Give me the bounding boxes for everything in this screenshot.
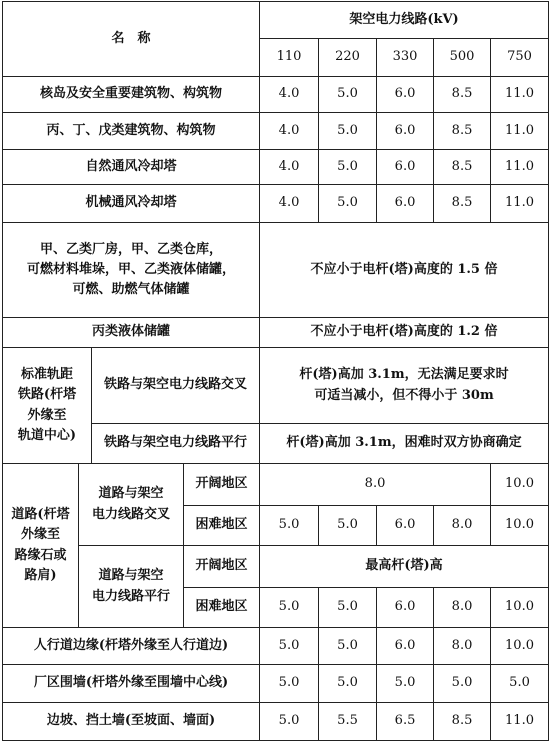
row-core-buildings bbox=[3, 77, 549, 113]
value-cell: 10.0 bbox=[491, 628, 549, 665]
value-cell: 8.0 bbox=[434, 588, 491, 628]
row-label: 边坡、挡土墙(至坡面、墙面) bbox=[3, 703, 260, 741]
value-cell: 11.0 bbox=[491, 703, 549, 741]
value-cell: 5.5 bbox=[319, 703, 377, 741]
label-line: 可燃材料堆垛，甲、乙类液体储罐， bbox=[27, 261, 236, 277]
row-label: 核岛及安全重要建筑物、构筑物 bbox=[3, 77, 260, 113]
row-label bbox=[3, 223, 260, 318]
railway-parallel-label: 铁路与架空电力线路平行 bbox=[92, 424, 260, 464]
value-cell: 5.0 bbox=[434, 665, 491, 703]
row-label: 丙、丁、戊类建筑物、构筑物 bbox=[3, 113, 260, 150]
value-cell: 5.0 bbox=[260, 506, 319, 546]
row-slope bbox=[3, 703, 549, 741]
value-cell: 4.0 bbox=[260, 150, 319, 185]
label-line: 铁路(杆塔 bbox=[17, 387, 77, 403]
label-line: 路缘石或 bbox=[14, 547, 67, 563]
row-label: 丙类液体储罐 bbox=[3, 318, 260, 348]
label-line: 轨道中心) bbox=[17, 427, 77, 443]
value-cell: 5.0 bbox=[319, 628, 377, 665]
row-mech-tower bbox=[3, 185, 549, 223]
value-cell: 5.0 bbox=[319, 506, 377, 546]
merged-note: 不应小于电杆(塔)高度的 1.5 倍 bbox=[260, 223, 549, 318]
value-cell: 8.5 bbox=[434, 150, 491, 185]
value-cell: 6.0 bbox=[377, 77, 434, 113]
value-cell: 6.0 bbox=[377, 588, 434, 628]
value-cell: 8.5 bbox=[434, 77, 491, 113]
label-line: 电力线路平行 bbox=[91, 588, 170, 604]
value-cell: 6.0 bbox=[377, 628, 434, 665]
value-cell: 5.0 bbox=[319, 665, 377, 703]
value-cell: 8.0 bbox=[434, 628, 491, 665]
label-line: 可燃、助燃气体储罐 bbox=[72, 282, 190, 298]
value-cell: 5.0 bbox=[260, 628, 319, 665]
value-cell: 5.0 bbox=[319, 150, 377, 185]
value-cell: 8.5 bbox=[434, 185, 491, 223]
value-cell: 6.0 bbox=[377, 506, 434, 546]
row-label: 厂区围墙(杆塔外缘至围墙中心线) bbox=[3, 665, 260, 703]
value-cell: 5.0 bbox=[319, 113, 377, 150]
row-railway-cross bbox=[3, 348, 549, 424]
label-line: 道路与架空 bbox=[98, 568, 164, 584]
area-label-hard: 困难地区 bbox=[184, 506, 260, 546]
voltage-header-110: 110 bbox=[260, 39, 319, 77]
value-cell: 5.0 bbox=[260, 588, 319, 628]
row-sidewalk bbox=[3, 628, 549, 665]
label-line: 道路(杆塔 bbox=[11, 507, 70, 523]
label-line: 道路与架空 bbox=[98, 486, 164, 502]
name-header: 名 称 bbox=[3, 2, 260, 77]
railway-parallel-note: 杆(塔)高加 3.1m，困难时双方协商确定 bbox=[260, 424, 549, 464]
area-label-hard: 困难地区 bbox=[184, 588, 260, 628]
value-cell: 8.5 bbox=[434, 703, 491, 741]
railway-group-label bbox=[3, 348, 92, 464]
row-cde-buildings bbox=[3, 113, 549, 150]
header-row-1 bbox=[3, 2, 549, 39]
value-cell: 5.0 bbox=[377, 665, 434, 703]
voltage-header-220: 220 bbox=[319, 39, 377, 77]
value-cell: 10.0 bbox=[491, 464, 549, 506]
value-cell: 5.0 bbox=[319, 588, 377, 628]
note-line: 可适当减小，但不得小于 30m bbox=[314, 387, 494, 403]
merged-value-cell: 8.0 bbox=[260, 464, 491, 506]
value-cell: 4.0 bbox=[260, 113, 319, 150]
value-cell: 10.0 bbox=[491, 588, 549, 628]
voltage-header-330: 330 bbox=[377, 39, 434, 77]
value-cell: 6.0 bbox=[377, 185, 434, 223]
row-natural-tower bbox=[3, 150, 549, 185]
label-line: 路肩) bbox=[24, 567, 57, 583]
label-line: 外缘至 bbox=[27, 407, 67, 423]
value-cell: 11.0 bbox=[491, 113, 549, 150]
voltage-header-500: 500 bbox=[434, 39, 491, 77]
row-flammable bbox=[3, 223, 549, 318]
clearance-table bbox=[2, 1, 549, 741]
railway-cross-note bbox=[260, 348, 549, 424]
value-cell: 4.0 bbox=[260, 185, 319, 223]
area-label-open: 开阔地区 bbox=[184, 464, 260, 506]
merged-note: 不应小于电杆(塔)高度的 1.2 倍 bbox=[260, 318, 549, 348]
row-fence bbox=[3, 665, 549, 703]
value-cell: 5.0 bbox=[260, 703, 319, 741]
value-cell: 6.0 bbox=[377, 113, 434, 150]
value-cell: 8.0 bbox=[434, 506, 491, 546]
row-label: 人行道边缘(杆塔外缘至人行道边) bbox=[3, 628, 260, 665]
row-road-parallel-open bbox=[3, 546, 549, 588]
area-label-open: 开阔地区 bbox=[184, 546, 260, 588]
row-road-cross-open bbox=[3, 464, 549, 506]
label-line: 外缘至 bbox=[20, 527, 60, 543]
voltage-header-750: 750 bbox=[491, 39, 549, 77]
value-cell: 5.0 bbox=[260, 665, 319, 703]
road-cross-label bbox=[79, 464, 184, 546]
row-label: 自然通风冷却塔 bbox=[3, 150, 260, 185]
merged-note: 最高杆(塔)高 bbox=[260, 546, 549, 588]
value-cell: 11.0 bbox=[491, 150, 549, 185]
voltage-group-header: 架空电力线路(kV) bbox=[260, 2, 549, 39]
railway-cross-label: 铁路与架空电力线路交叉 bbox=[92, 348, 260, 424]
value-cell: 8.5 bbox=[434, 113, 491, 150]
label-line: 标准轨距 bbox=[20, 367, 73, 383]
label-line: 甲、乙类厂房，甲、乙类仓库， bbox=[40, 241, 223, 257]
value-cell: 6.5 bbox=[377, 703, 434, 741]
note-line: 杆(塔)高加 3.1m，无法满足要求时 bbox=[299, 367, 509, 383]
row-class-c-tanks bbox=[3, 318, 549, 348]
value-cell: 5.0 bbox=[319, 185, 377, 223]
value-cell: 5.0 bbox=[491, 665, 549, 703]
road-parallel-label bbox=[79, 546, 184, 628]
road-group-label bbox=[3, 464, 79, 628]
value-cell: 11.0 bbox=[491, 185, 549, 223]
value-cell: 10.0 bbox=[491, 506, 549, 546]
value-cell: 5.0 bbox=[319, 77, 377, 113]
row-label: 机械通风冷却塔 bbox=[3, 185, 260, 223]
value-cell: 11.0 bbox=[491, 77, 549, 113]
value-cell: 4.0 bbox=[260, 77, 319, 113]
value-cell: 6.0 bbox=[377, 150, 434, 185]
label-line: 电力线路交叉 bbox=[91, 506, 170, 522]
